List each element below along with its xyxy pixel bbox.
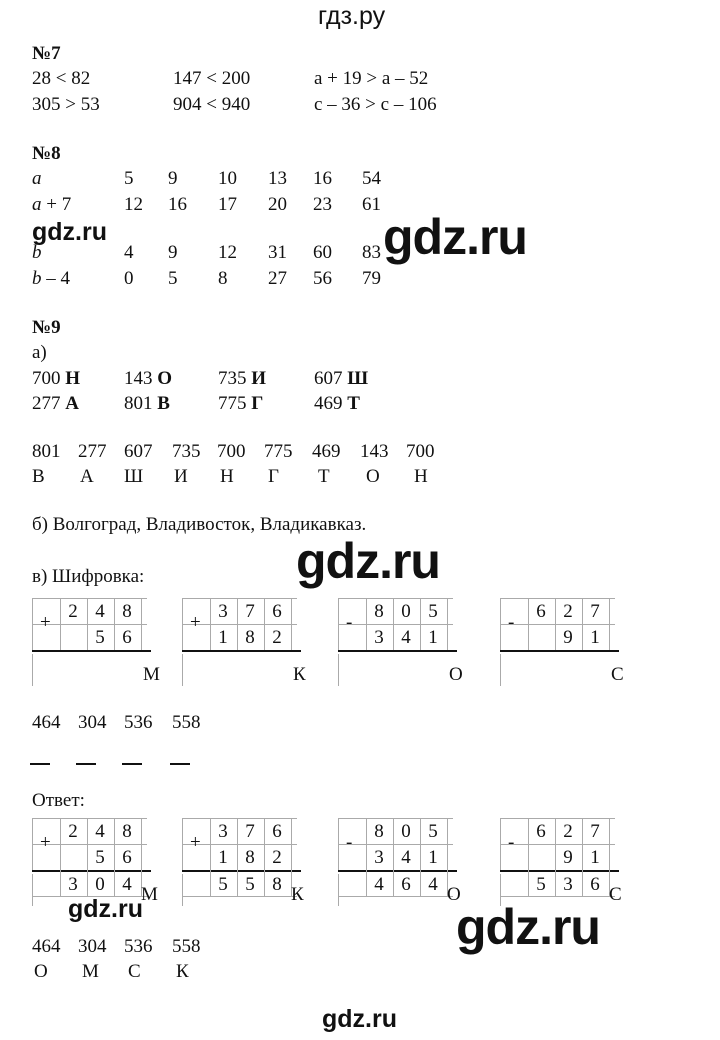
digit: 5 — [536, 874, 546, 895]
task8-cell: 23 — [313, 194, 332, 215]
operation-sign: + — [40, 612, 51, 633]
grid-line — [500, 654, 501, 686]
digit: 1 — [428, 847, 438, 868]
answer-number: 558 — [172, 936, 201, 957]
grid-line — [210, 870, 211, 896]
cipher-number: 536 — [124, 712, 153, 733]
grid-line — [182, 654, 183, 686]
grid-line — [582, 870, 583, 896]
task8-cell: 9 — [168, 242, 178, 263]
operation-sign: - — [346, 832, 353, 853]
digit: 7 — [590, 601, 600, 622]
task8-cell: 0 — [124, 268, 134, 289]
digit: 2 — [272, 847, 282, 868]
operation-sign: + — [190, 612, 201, 633]
grid-line — [393, 870, 394, 896]
decoded-letter: И — [174, 466, 188, 487]
sum-line — [32, 650, 151, 652]
column-letter: С — [609, 884, 622, 905]
task8-cell: 17 — [218, 194, 237, 215]
digit: 4 — [122, 874, 132, 895]
task8-cell: 83 — [362, 242, 381, 263]
task8-cell: 8 — [218, 268, 228, 289]
grid-line — [182, 818, 297, 819]
task8-cell: 5 — [124, 168, 134, 189]
digit: 6 — [272, 601, 282, 622]
decoded-number: 801 — [32, 441, 61, 462]
task8-cell: 13 — [268, 168, 287, 189]
task8-row-label: a — [32, 168, 42, 189]
blank-line — [30, 763, 50, 765]
watermark: gdz.ru — [456, 899, 600, 955]
digit: 0 — [401, 601, 411, 622]
digit: 2 — [272, 627, 282, 648]
task8-cell: 79 — [362, 268, 381, 289]
grid-line — [32, 654, 33, 686]
digit: 7 — [245, 821, 255, 842]
digit: 6 — [122, 627, 132, 648]
decoded-number: 607 — [124, 441, 153, 462]
digit: 0 — [95, 874, 105, 895]
sum-line — [338, 650, 457, 652]
digit: 4 — [95, 821, 105, 842]
cipher-number: 558 — [172, 712, 201, 733]
digit: 3 — [218, 821, 228, 842]
blank-line — [122, 763, 142, 765]
decoded-letter: Н — [220, 466, 234, 487]
task8-row-label: a + 7 — [32, 194, 72, 215]
code-pair: 801 В — [124, 393, 170, 414]
grid-line — [182, 874, 183, 906]
code-pair: 607 Ш — [314, 368, 369, 389]
digit: 2 — [68, 821, 78, 842]
code-pair: 143 О — [124, 368, 173, 389]
digit: 3 — [374, 847, 384, 868]
digit: 1 — [590, 627, 600, 648]
cipher-number: 464 — [32, 712, 61, 733]
grid-line — [500, 598, 615, 599]
grid-line — [555, 870, 556, 896]
decoded-letter: Ш — [124, 466, 144, 487]
code-pair: 469 Т — [314, 393, 360, 414]
digit: 0 — [401, 821, 411, 842]
watermark: gdz.ru — [383, 209, 527, 265]
decoded-letter: В — [32, 466, 45, 487]
operation-sign: + — [190, 832, 201, 853]
watermark: gdz.ru — [68, 895, 143, 923]
decoded-number: 735 — [172, 441, 201, 462]
task8-cell: 61 — [362, 194, 381, 215]
digit: 9 — [563, 627, 573, 648]
digit: 3 — [68, 874, 78, 895]
grid-line — [528, 870, 529, 896]
cipher-number: 304 — [78, 712, 107, 733]
digit: 7 — [590, 821, 600, 842]
digit: 2 — [68, 601, 78, 622]
task8-cell: 4 — [124, 242, 134, 263]
decoded-letter: Н — [414, 466, 428, 487]
task8-cell: 56 — [313, 268, 332, 289]
grid-line — [264, 870, 265, 896]
digit: 3 — [218, 601, 228, 622]
sum-line — [500, 650, 619, 652]
answer-number: 464 — [32, 936, 61, 957]
grid-line — [60, 870, 61, 896]
decoded-letter: Г — [268, 466, 279, 487]
grid-line — [338, 874, 339, 906]
grid-line — [500, 896, 615, 897]
column-letter: М — [143, 664, 160, 685]
column-letter: С — [611, 664, 624, 685]
digit: 2 — [563, 821, 573, 842]
digit: 5 — [245, 874, 255, 895]
digit: 4 — [401, 847, 411, 868]
digit: 6 — [536, 601, 546, 622]
code-pair: 775 Г — [218, 393, 264, 414]
sum-line — [32, 870, 151, 872]
task8-cell: 60 — [313, 242, 332, 263]
grid-line — [338, 624, 453, 625]
digit: 8 — [122, 821, 132, 842]
answer-number: 304 — [78, 936, 107, 957]
code-pair: 735 И — [218, 368, 267, 389]
digit: 1 — [428, 627, 438, 648]
answer-letter: М — [82, 961, 99, 982]
grid-line — [338, 818, 453, 819]
column-letter: К — [293, 664, 306, 685]
digit: 5 — [428, 821, 438, 842]
task7-r2c1: 305 > 53 — [32, 94, 100, 115]
code-pair: 277 А — [32, 393, 79, 414]
operation-sign: - — [346, 612, 353, 633]
grid-line — [237, 870, 238, 896]
decoded-letter: Т — [318, 466, 330, 487]
decoded-number: 775 — [264, 441, 293, 462]
task7-r1c3: a + 19 > a – 52 — [314, 68, 429, 89]
operation-sign: - — [508, 832, 515, 853]
digit: 6 — [122, 847, 132, 868]
task9-title: №9 — [32, 317, 61, 338]
task8-cell: 31 — [268, 242, 287, 263]
task7-r1c1: 28 < 82 — [32, 68, 91, 89]
grid-line — [32, 874, 33, 906]
digit: 1 — [218, 627, 228, 648]
task8-cell: 5 — [168, 268, 178, 289]
grid-line — [87, 870, 88, 896]
decoded-letter: А — [80, 466, 94, 487]
task8-cell: 12 — [124, 194, 143, 215]
task7-r1c2: 147 < 200 — [173, 68, 251, 89]
digit: 6 — [401, 874, 411, 895]
sum-line — [338, 870, 457, 872]
digit: 4 — [401, 627, 411, 648]
task9-part-b: б) Волгоград, Владивосток, Владикавказ. — [32, 514, 367, 535]
grid-line — [32, 818, 147, 819]
grid-line — [500, 624, 615, 625]
digit: 2 — [563, 601, 573, 622]
digit: 6 — [272, 821, 282, 842]
decoded-number: 700 — [217, 441, 246, 462]
digit: 7 — [245, 601, 255, 622]
task7-r2c3: c – 36 > c – 106 — [314, 94, 437, 115]
operation-sign: - — [508, 612, 515, 633]
watermark: gdz.ru — [296, 533, 440, 589]
digit: 5 — [218, 874, 228, 895]
grid-line — [182, 896, 297, 897]
task9-part-a: а) — [32, 342, 47, 363]
task8-cell: 54 — [362, 168, 381, 189]
digit: 6 — [536, 821, 546, 842]
digit: 4 — [374, 874, 384, 895]
answer-number: 536 — [124, 936, 153, 957]
grid-line — [500, 844, 615, 845]
decoded-letter: О — [366, 466, 380, 487]
task7-r2c2: 904 < 940 — [173, 94, 251, 115]
sum-line — [182, 650, 301, 652]
digit: 3 — [563, 874, 573, 895]
watermark: gdz.ru — [32, 218, 107, 246]
grid-line — [338, 598, 453, 599]
task7-title: №7 — [32, 43, 61, 64]
task8-cell: 20 — [268, 194, 287, 215]
digit: 3 — [374, 627, 384, 648]
task8-cell: 12 — [218, 242, 237, 263]
task8-cell: 16 — [168, 194, 187, 215]
decoded-number: 469 — [312, 441, 341, 462]
digit: 4 — [95, 601, 105, 622]
answer-letter: С — [128, 961, 141, 982]
grid-line — [338, 896, 453, 897]
grid-line — [338, 844, 453, 845]
digit: 5 — [95, 627, 105, 648]
answer-letter: К — [176, 961, 189, 982]
grid-line — [366, 870, 367, 896]
task8-cell: 9 — [168, 168, 178, 189]
blank-line — [170, 763, 190, 765]
decoded-number: 700 — [406, 441, 435, 462]
digit: 4 — [428, 874, 438, 895]
digit: 8 — [374, 821, 384, 842]
digit: 5 — [428, 601, 438, 622]
decoded-number: 143 — [360, 441, 389, 462]
task8-cell: 27 — [268, 268, 287, 289]
decoded-number: 277 — [78, 441, 107, 462]
task8-cell: 10 — [218, 168, 237, 189]
code-pair: 700 Н — [32, 368, 81, 389]
column-letter: К — [291, 884, 304, 905]
column-letter: М — [141, 884, 158, 905]
column-letter: О — [447, 884, 461, 905]
grid-line — [114, 870, 115, 896]
digit: 1 — [218, 847, 228, 868]
digit: 6 — [590, 874, 600, 895]
watermark: gdz.ru — [322, 1005, 397, 1033]
digit: 1 — [590, 847, 600, 868]
task8-row-label: b – 4 — [32, 268, 70, 289]
grid-line — [338, 654, 339, 686]
digit: 5 — [95, 847, 105, 868]
task8-row-label: b — [32, 242, 42, 263]
answer-label: Ответ: — [32, 790, 85, 811]
column-letter: О — [449, 664, 463, 685]
page-header: гдз.ру — [318, 2, 386, 30]
digit: 8 — [122, 601, 132, 622]
answer-letter: О — [34, 961, 48, 982]
task9-part-v: в) Шифровка: — [32, 566, 145, 587]
operation-sign: + — [40, 832, 51, 853]
sum-line — [500, 870, 619, 872]
digit: 8 — [374, 601, 384, 622]
digit: 9 — [563, 847, 573, 868]
sum-line — [182, 870, 301, 872]
digit: 8 — [245, 627, 255, 648]
digit: 8 — [272, 874, 282, 895]
grid-line — [182, 598, 297, 599]
digit: 8 — [245, 847, 255, 868]
task8-title: №8 — [32, 143, 61, 164]
task8-cell: 16 — [313, 168, 332, 189]
blank-line — [76, 763, 96, 765]
grid-line — [32, 598, 147, 599]
grid-line — [500, 818, 615, 819]
grid-line — [420, 870, 421, 896]
